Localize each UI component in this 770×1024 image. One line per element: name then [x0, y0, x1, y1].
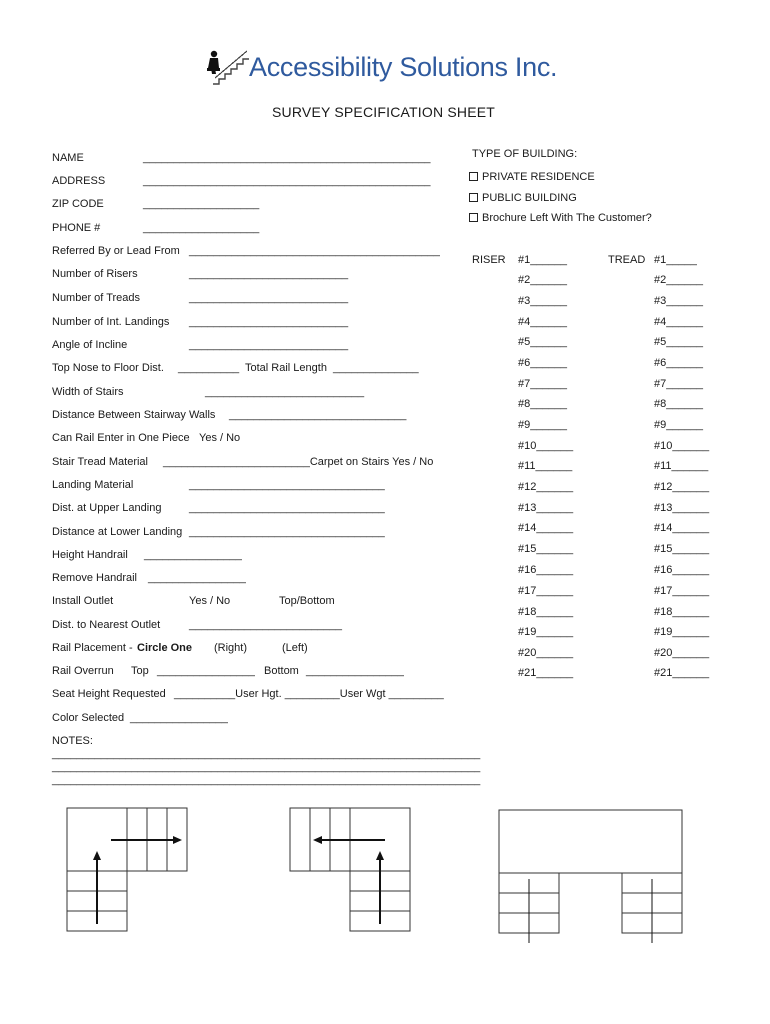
field-label: Angle of Incline — [52, 339, 128, 351]
tread-item[interactable]: #9______ — [654, 419, 703, 431]
riser-item[interactable]: #12______ — [518, 481, 574, 493]
field-label: Install Outlet — [52, 595, 114, 607]
field-label: Can Rail Enter in One Piece — [52, 432, 190, 444]
field-label: Remove Handrail — [52, 572, 137, 584]
riser-item[interactable]: #1______ — [518, 254, 567, 266]
field-label: ZIP CODE — [52, 198, 104, 210]
field-label: Stair Tread Material — [52, 456, 148, 468]
field-label: Color Selected — [52, 712, 125, 724]
field-blank[interactable]: Top/Bottom — [279, 595, 335, 607]
field-label: Number of Treads — [52, 292, 141, 304]
field-blank[interactable]: ________________ — [148, 572, 246, 584]
field-blank[interactable]: Yes / No — [199, 432, 241, 444]
field-blank[interactable]: ______________ — [333, 362, 419, 374]
logo — [205, 48, 575, 92]
field-blank[interactable]: _________________________________________ — [189, 245, 440, 257]
riser-item[interactable]: #8______ — [518, 398, 567, 410]
riser-item[interactable]: #16______ — [518, 564, 574, 576]
tread-item[interactable]: #17______ — [654, 585, 710, 597]
tread-label: TREAD — [608, 254, 646, 266]
field-label: Distance Between Stairway Walls — [52, 409, 216, 421]
stairlift-person-icon — [205, 48, 251, 88]
field-label: Top — [131, 665, 149, 677]
tread-item[interactable]: #5______ — [654, 336, 703, 348]
tread-item[interactable]: #2______ — [654, 274, 703, 286]
riser-item[interactable]: #7______ — [518, 378, 567, 390]
field-blank[interactable]: __________User Hgt. _________User Wgt _________ — [174, 688, 444, 700]
company-name: Accessibility Solutions Inc. — [249, 52, 558, 82]
tread-item[interactable]: #6______ — [654, 357, 703, 369]
tread-item[interactable]: #15______ — [654, 543, 710, 555]
field-blank[interactable]: ________________ — [144, 549, 242, 561]
field-blank[interactable]: _______________________________________________ — [143, 152, 431, 164]
field-blank[interactable]: ________________________________ — [189, 502, 385, 514]
riser-label: RISER — [472, 254, 506, 266]
field-blank[interactable]: __________ — [178, 362, 240, 374]
riser-item[interactable]: #15______ — [518, 543, 574, 555]
tread-item[interactable]: #16______ — [654, 564, 710, 576]
field-blank[interactable]: __________________________ — [205, 386, 365, 398]
field-blank[interactable]: _______________________________________________ — [143, 175, 431, 187]
riser-item[interactable]: #13______ — [518, 502, 574, 514]
stair-diagram-right-turn — [289, 807, 419, 937]
field-label: PHONE # — [52, 222, 101, 234]
page-title: SURVEY SPECIFICATION SHEET — [272, 104, 496, 120]
stair-diagram-left-turn — [66, 807, 196, 937]
field-label: Landing Material — [52, 479, 134, 491]
checkbox[interactable] — [469, 213, 478, 222]
tread-item[interactable]: #21______ — [654, 667, 710, 679]
field-label: Width of Stairs — [52, 386, 124, 398]
rail-left-option[interactable]: (Left) — [282, 642, 308, 654]
field-blank[interactable]: ________________ — [130, 712, 228, 724]
field-label: Referred By or Lead From — [52, 245, 180, 257]
riser-item[interactable]: #11______ — [518, 460, 573, 472]
field-label: Rail Placement - — [52, 642, 133, 654]
tread-item[interactable]: #4______ — [654, 316, 703, 328]
field-label: Top Nose to Floor Dist. — [52, 362, 164, 374]
notes-line[interactable]: ______________________________________________________________________ — [52, 748, 481, 760]
rail-right-option[interactable]: (Right) — [214, 642, 248, 654]
field-blank[interactable]: __________________________ — [189, 292, 349, 304]
field-label: Total Rail Length — [245, 362, 327, 374]
building-type-heading: TYPE OF BUILDING: — [472, 148, 578, 160]
field-label: Distance at Lower Landing — [52, 526, 183, 538]
circle-one-label: Circle One — [137, 642, 193, 654]
riser-item[interactable]: #10______ — [518, 440, 574, 452]
field-label: Dist. to Nearest Outlet — [52, 619, 161, 631]
tread-item[interactable]: #13______ — [654, 502, 710, 514]
field-label: Number of Int. Landings — [52, 316, 170, 328]
field-blank[interactable]: _________________________ — [189, 619, 342, 631]
field-label: ADDRESS — [52, 175, 106, 187]
tread-item[interactable]: #3______ — [654, 295, 703, 307]
tread-item[interactable]: #20______ — [654, 647, 710, 659]
riser-item[interactable]: #6______ — [518, 357, 567, 369]
tread-item[interactable]: #10______ — [654, 440, 710, 452]
field-blank[interactable]: ________________________________ — [189, 526, 385, 538]
field-label: Bottom — [264, 665, 299, 677]
checkbox[interactable] — [469, 193, 478, 202]
field-blank[interactable]: __________________________ — [189, 339, 349, 351]
field-label: NAME — [52, 152, 84, 164]
tread-item[interactable]: #12______ — [654, 481, 710, 493]
tread-item[interactable]: #14______ — [654, 522, 710, 534]
tread-item[interactable]: #1_____ — [654, 254, 697, 266]
field-label: Rail Overrun — [52, 665, 114, 677]
brochure-left-option[interactable]: Brochure Left With The Customer? — [469, 212, 652, 224]
riser-item[interactable]: #21______ — [518, 667, 574, 679]
riser-item[interactable]: #3______ — [518, 295, 567, 307]
notes-line[interactable]: ______________________________________________________________________ — [52, 761, 481, 773]
field-blank[interactable]: _____________________________ — [229, 409, 407, 421]
riser-item[interactable]: #14______ — [518, 522, 574, 534]
tread-item[interactable]: #8______ — [654, 398, 703, 410]
riser-item[interactable]: #4______ — [518, 316, 567, 328]
riser-item[interactable]: #20______ — [518, 647, 574, 659]
field-blank[interactable]: __________________________ — [189, 316, 349, 328]
field-blank[interactable]: ________________ — [306, 665, 404, 677]
riser-item[interactable]: #9______ — [518, 419, 567, 431]
notes-line[interactable]: ______________________________________________________________________ — [52, 774, 481, 786]
field-label: Dist. at Upper Landing — [52, 502, 162, 514]
tread-item[interactable]: #19______ — [654, 626, 710, 638]
field-label: NOTES: — [52, 735, 93, 747]
tread-item[interactable]: #11______ — [654, 460, 709, 472]
stair-diagram-landing — [498, 809, 688, 949]
riser-item[interactable]: #2______ — [518, 274, 567, 286]
field-blank[interactable]: ___________________ — [143, 222, 260, 234]
field-blank[interactable]: ________________________________ — [189, 479, 385, 491]
riser-item[interactable]: #19______ — [518, 626, 574, 638]
public-building-option[interactable]: PUBLIC BUILDING — [469, 192, 577, 204]
tread-item[interactable]: #7______ — [654, 378, 703, 390]
field-label: Seat Height Requested — [52, 688, 166, 700]
private-residence-option[interactable]: PRIVATE RESIDENCE — [469, 171, 595, 183]
riser-item[interactable]: #17______ — [518, 585, 574, 597]
field-blank[interactable]: ________________ — [157, 665, 255, 677]
tread-item[interactable]: #18______ — [654, 606, 710, 618]
field-label: Number of Risers — [52, 268, 138, 280]
checkbox[interactable] — [469, 172, 478, 181]
field-blank[interactable]: ________________________Carpet on Stairs Yes / No — [163, 456, 434, 468]
riser-item[interactable]: #5______ — [518, 336, 567, 348]
field-label: Height Handrail — [52, 549, 128, 561]
riser-item[interactable]: #18______ — [518, 606, 574, 618]
field-blank[interactable]: __________________________ — [189, 268, 349, 280]
field-blank[interactable]: Yes / No — [189, 595, 231, 607]
field-blank[interactable]: ___________________ — [143, 198, 260, 210]
